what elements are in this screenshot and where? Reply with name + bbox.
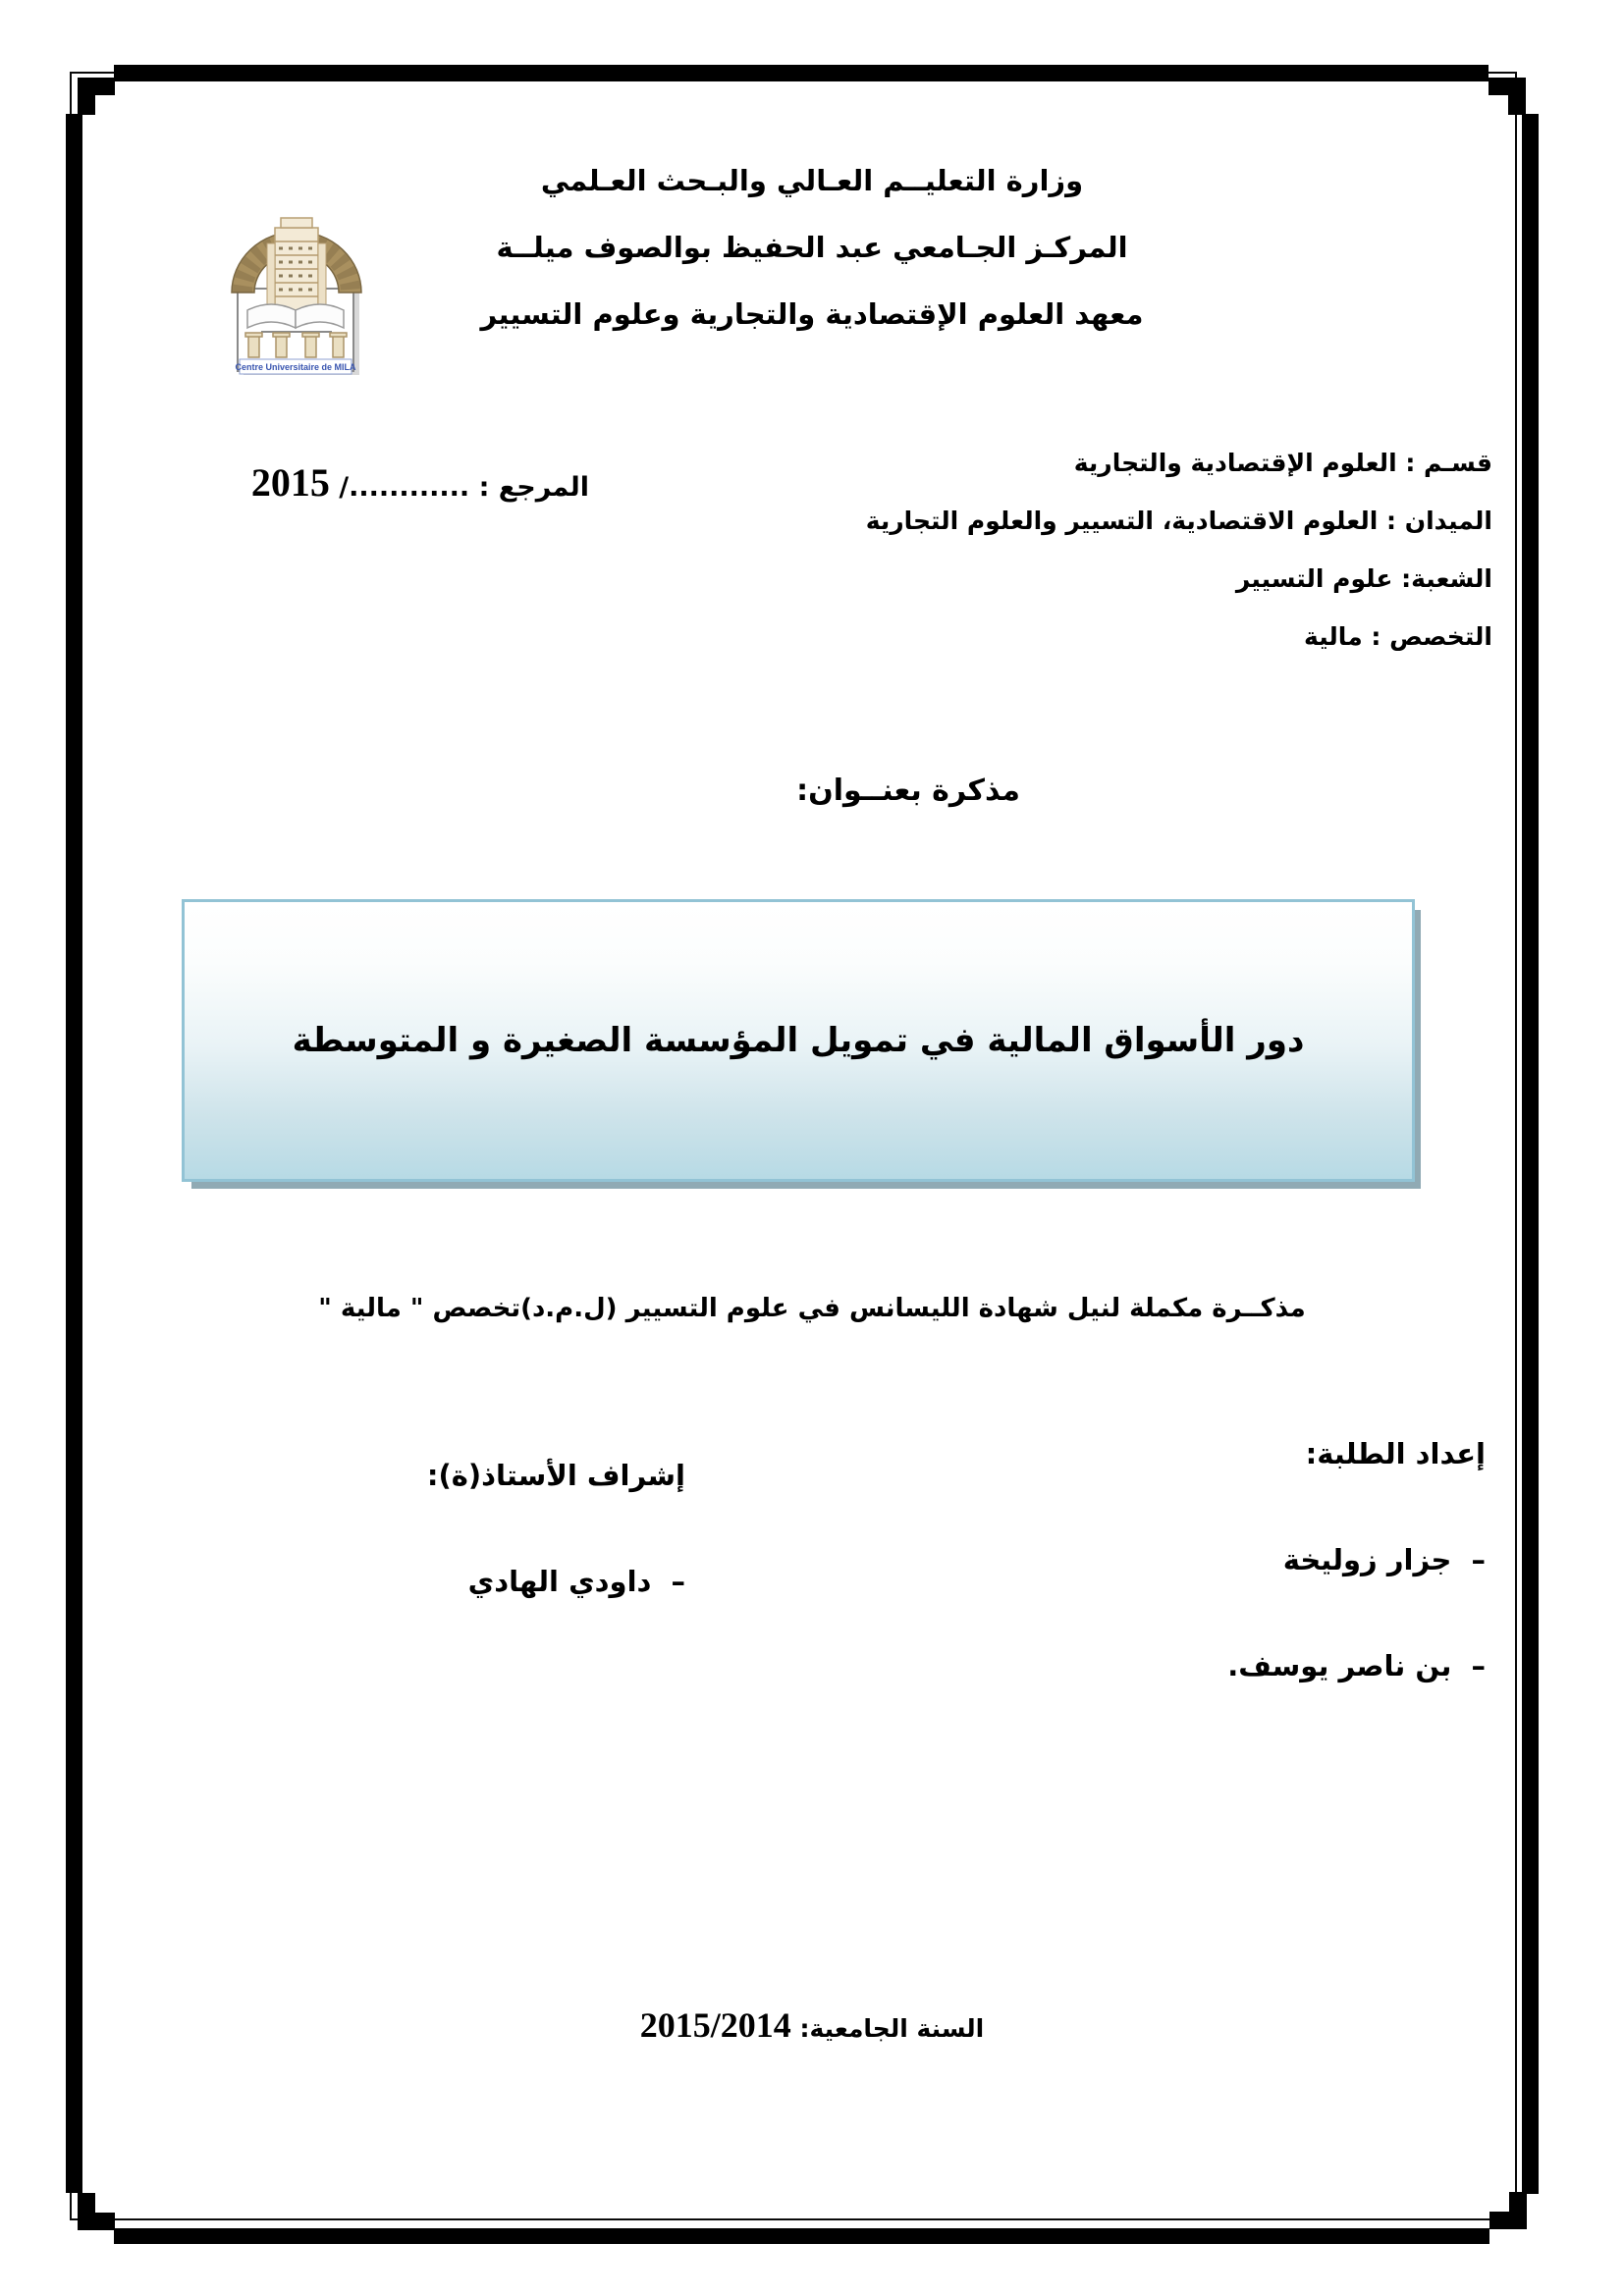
student-item — [1181, 1645, 1486, 1686]
reference-line — [250, 459, 589, 506]
students-heading: إعداد الطلبة: — [1305, 1437, 1486, 1470]
academic-year-label: السنة الجامعية: — [799, 2014, 985, 2043]
logo-caption-text: Centre Universitaire de MILA — [235, 362, 356, 372]
supervisor-item — [361, 1561, 685, 1602]
field-line: الميدان : العلوم الاقتصادية، التسيير والعلوم التجارية — [865, 507, 1492, 535]
institute-line: معهد العلوم الإقتصادية والتجارية وعلوم التسيير — [480, 297, 1144, 331]
reference-dotted-blank: ............/ — [339, 472, 470, 503]
branch-line: الشعبة: علوم التسيير — [1235, 564, 1492, 593]
student-item — [1181, 1539, 1486, 1580]
page-border-right-bar — [1522, 114, 1539, 2194]
reference-year: 2015 — [250, 460, 330, 505]
page-border-corner-top-left — [78, 78, 115, 115]
academic-year-value: 2015/2014 — [639, 2005, 791, 2045]
ministry-header — [373, 147, 1251, 347]
memo-heading: مذكرة بعنــوان: — [796, 774, 1020, 808]
academic-year — [0, 2004, 1624, 2046]
student-name: بن ناصر يوسف. — [1227, 1649, 1452, 1682]
list-dash: – — [1471, 1649, 1486, 1682]
ministry-line: وزارة التعليــم العـالي والبـحث العـلمي — [540, 164, 1084, 197]
supervisor-section — [361, 1455, 685, 1602]
list-dash: – — [1471, 1543, 1486, 1576]
page-border-corner-bottom-left — [78, 2193, 115, 2230]
university-logo — [222, 194, 371, 383]
student-name: جزار زوليخة — [1282, 1543, 1452, 1576]
reference-label: المرجع : — [478, 472, 589, 503]
thesis-title: دور الأسواق المالية في تمويل المؤسسة الصغيرة و المتوسطة — [292, 1021, 1305, 1060]
university-center-line: المركـز الجـامعي عبد الحفيظ بوالصوف ميلــة — [496, 231, 1128, 264]
students-section — [1181, 1433, 1486, 1686]
page-border-bottom-bar — [114, 2228, 1489, 2244]
supervisor-heading: إشراف الأستاذ(ة): — [426, 1459, 685, 1492]
logo-building-roof — [281, 218, 312, 228]
page-border-corner-bottom-right — [1489, 2192, 1527, 2229]
list-dash: – — [671, 1565, 685, 1598]
page-border-corner-top-right — [1489, 78, 1526, 115]
title-box — [182, 899, 1415, 1182]
page-border-left-bar — [66, 114, 82, 2193]
supervisor-name: داودي الهادي — [467, 1565, 652, 1598]
department-line: قسـم : العلوم الإقتصادية والتجارية — [1073, 449, 1492, 477]
degree-note: مذكــرة مكملة لنيل شهادة الليسانس في علوم التسيير (ل.م.د)تخصص " مالية " — [318, 1294, 1306, 1323]
specialty-line: التخصص : مالية — [1304, 622, 1492, 651]
page-border-top-bar — [114, 65, 1489, 81]
program-info — [864, 434, 1492, 666]
